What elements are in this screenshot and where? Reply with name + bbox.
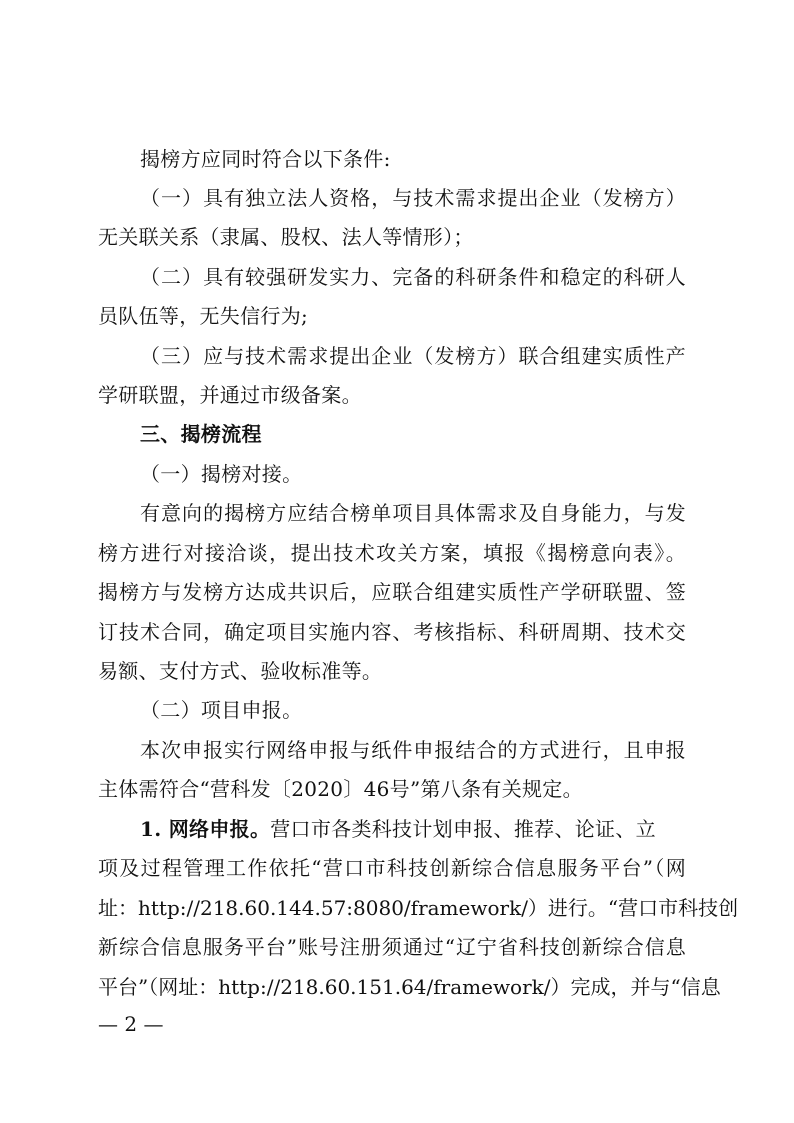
paragraph-line: 主体需符合“营科发〔2020〕46号”第八条有关规定。 bbox=[98, 777, 583, 801]
paragraph-line: 订技术合同，确定项目实施内容、考核指标、科研周期、技术交 bbox=[98, 620, 686, 644]
paragraph-line: 平台”（网址：http://218.60.151.64/framework/）完成，并与“信息 bbox=[98, 975, 721, 999]
paragraph-line: 榜方进行对接洽谈，提出技术攻关方案，填报《揭榜意向表》。 bbox=[98, 541, 686, 565]
paragraph-line: 易额、支付方式、验收标准等。 bbox=[98, 659, 383, 683]
paragraph-line: 学研联盟，并通过市级备案。 bbox=[98, 383, 362, 407]
subsection-heading: （一）揭榜对接。 bbox=[140, 462, 303, 486]
paragraph-line: 址：http://218.60.144.57:8080/framework/）进行。“营口市科技创 bbox=[98, 896, 739, 920]
page-number: — 2 — bbox=[98, 1012, 164, 1036]
inline-text: 营口市各类科技计划申报、推荐、论证、立 bbox=[270, 817, 656, 841]
paragraph-line: 揭榜方应同时符合以下条件: bbox=[140, 147, 391, 171]
paragraph-line: （一）具有独立法人资格，与技术需求提出企业（发榜方） bbox=[140, 186, 686, 210]
paragraph-line: 有意向的揭榜方应结合榜单项目具体需求及自身能力，与发 bbox=[140, 501, 686, 525]
paragraph-line: 揭榜方与发榜方达成共识后，应联合组建实质性产学研联盟、签 bbox=[98, 580, 686, 604]
subsection-heading: （二）项目申报。 bbox=[140, 698, 303, 722]
paragraph-line: 本次申报实行网络申报与纸件申报结合的方式进行，且申报 bbox=[140, 738, 686, 762]
paragraph-line: （三）应与技术需求提出企业（发榜方）联合组建实质性产 bbox=[140, 344, 686, 368]
paragraph-line: 新综合信息服务平台”账号注册须通过“辽宁省科技创新综合信息 bbox=[98, 935, 686, 959]
paragraph-line: 项及过程管理工作依托“营口市科技创新综合信息服务平台”（网 bbox=[98, 856, 686, 880]
inline-bold-heading: 1. 网络申报。 bbox=[140, 817, 271, 841]
paragraph-line: 无关联关系（隶属、股权、法人等情形）； bbox=[98, 225, 474, 249]
paragraph-line bbox=[140, 816, 656, 842]
section-heading: 三、揭榜流程 bbox=[140, 422, 262, 446]
paragraph-line: （二）具有较强研发实力、完备的科研条件和稳定的科研人 bbox=[140, 265, 686, 289]
paragraph-line: 员队伍等，无失信行为; bbox=[98, 304, 309, 328]
